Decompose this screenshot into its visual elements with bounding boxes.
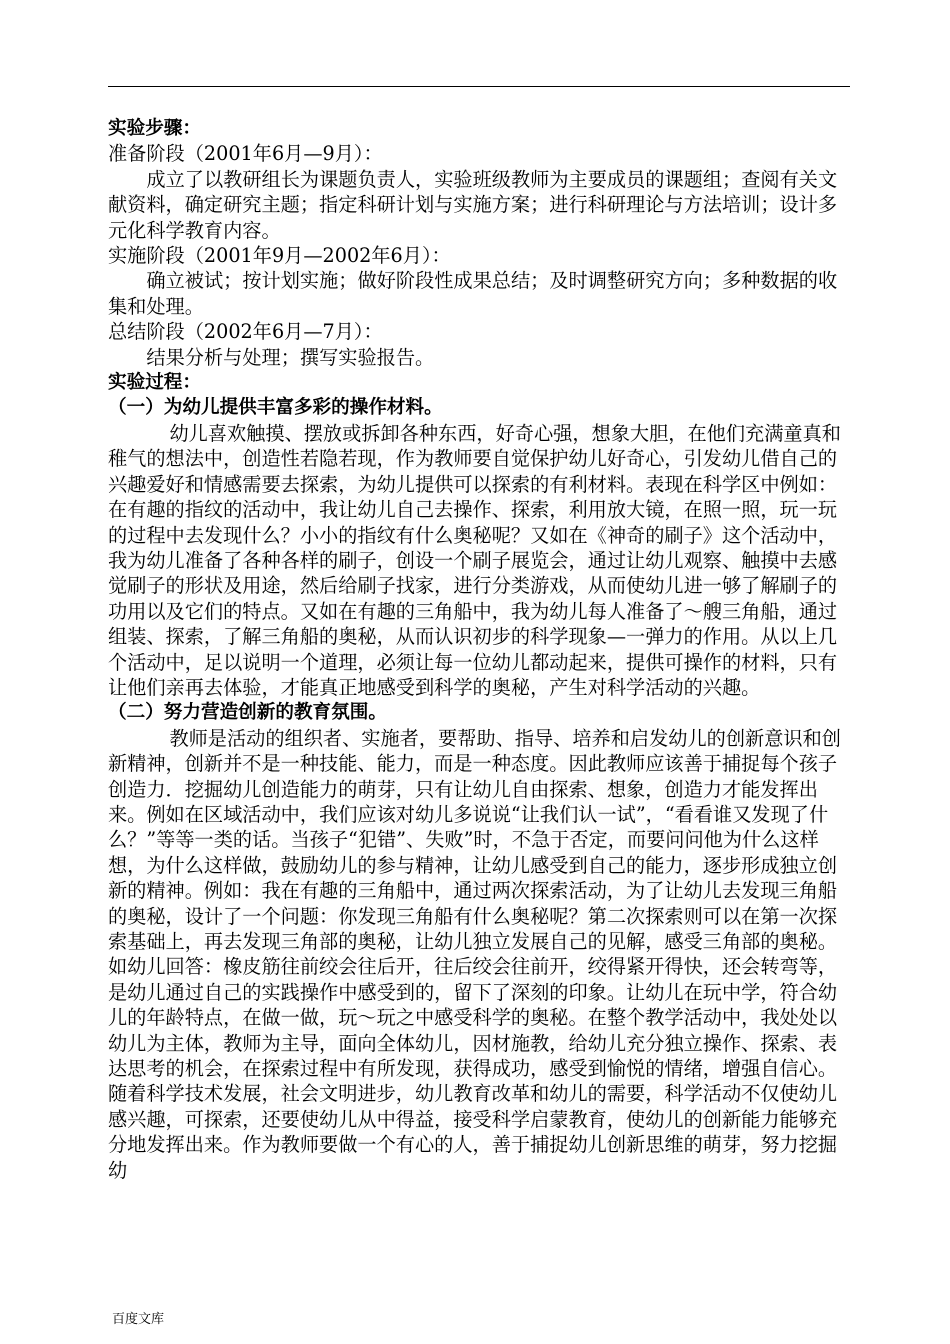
steps-heading: 实验步骤： <box>108 118 201 139</box>
header-rule <box>108 86 850 87</box>
stage2-text: 确立被试；按计划实施；做好阶段性成果总结；及时调整研究方向；多种数据的收集和处理。 <box>108 269 838 318</box>
section2-title: （二）努力营造创新的教育氛围。 <box>108 702 387 724</box>
section1-text: 幼儿喜欢触摸、摆放或拆卸各种东西，好奇心强，想象大胆，在他们充满童真和稚气的想法中，创造性若隐若现，作为教师要自觉保护幼儿好奇心，引发幼儿借自己的兴趣爱好和情感需要去探索，为幼儿提供可以探索的有利材料。表现在科学区中例如：在有趣的指纹的活动中，我让幼儿自己去操作、探索，利用放大镜，在照一照，玩一玩的过程中去发现什么？小小的指纹有什么奥秘呢？又如在《神奇的刷子》这个活动中，我为幼儿准备了各种各样的刷子，创设一个刷子展览会，通过让幼儿观察、触摸中去感觉刷子的形状及用途，然后给刷子找家，进行分类游戏，从而使幼儿进一够了解刷子的功用以及它们的特点。又如在有趣的三角船中，我为幼儿每人准备了～艘三角船，通过组装、探索，了解三角船的奥秘，从而认识初步的科学现象—一弹力的作用。从以上几个活动中，足以说明一个道理，必须让每一位幼儿都动起来，提供可操作的材料，只有让他们亲再去体验，才能真正地感受到科学的奥秘，产生对科学活动的兴趣。 <box>108 421 841 699</box>
stage2-title: 实施阶段（2001年9月—2002年6月）： <box>108 244 451 268</box>
section1-title: （一）为幼儿提供丰富多彩的操作材料。 <box>108 397 443 419</box>
document-body <box>108 116 852 1183</box>
section2-text: 教师是活动的组织者、实施者，要帮助、指导、培养和启发幼儿的创新意识和创新精神，创新并不是一种技能、能力，而是一种态度。因此教师应该善于捕捉每个孩子创造力．挖掘幼儿创造能力的萌芽，只有让幼儿自由探索、想象，创造力才能发挥出来。例如在区域活动中，我们应该对幼儿多说说“让我们认一试”，“看看谁又发现了什么？”等等一类的话。当孩子“犯错”、失败”时，不急于否定，而要问问他为什么这样想，为什么这样做，鼓励幼儿的参与精神，让幼儿感受到自己的能力，逐步形成独立创新的精神。例如：我在有趣的三角船中，通过两次探索活动，为了让幼儿去发现三角船的奥秘，设计了一个问题：你发现三角船有什么奥秘呢？第二次探索则可以在第一次探索基础上，再去发现三角部的奥秘，让幼儿独立发展自己的见解，感受三角部的奥秘。如幼儿回答：橡皮筋往前绞会往后开，往后绞会往前开，绞得紧开得快，还会转弯等，是幼儿通过自己的实践操作中感受到的，留下了深刻的印象。让幼儿在玩中学，符合幼儿的年龄特点，在做一做，玩～玩之中感受科学的奥秘。在整个教学活动中，我处处以幼儿为主体，教师为主导，面向全体幼儿，因材施教，给幼儿充分独立操作、探索、表达思考的机会，在探索过程中有所发现，获得成功，感受到愉悦的情绪，增强自信心。随着科学技术发展，社会文明进步，幼儿教育改革和幼儿的需要，科学活动不仅使幼儿感兴趣，可探索，还要使幼儿从中得益，接受科学启蒙教育，使幼儿的创新能力能够充分地发挥出来。作为教师要做一个有心的人，善于捕捉幼儿创新思维的萌芽，努力挖掘幼 <box>108 726 841 1182</box>
stage1-title: 准备阶段（2001年6月—9月）： <box>108 142 383 166</box>
footer-source: 百度文库 <box>112 1312 165 1327</box>
process-heading: 实验过程： <box>108 372 201 394</box>
stage3-title: 总结阶段（2002年6月—7月）： <box>108 320 383 344</box>
stage1-text: 成立了以教研组长为课题负责人，实验班级教师为主要成员的课题组；查阅有关文献资料，确定研究主题；指定科研计划与实施方案；进行科研理论与方法培训；设计多元化科学教育内容。 <box>108 167 838 242</box>
stage3-text: 结果分析与处理；撰写实验报告。 <box>146 345 435 369</box>
